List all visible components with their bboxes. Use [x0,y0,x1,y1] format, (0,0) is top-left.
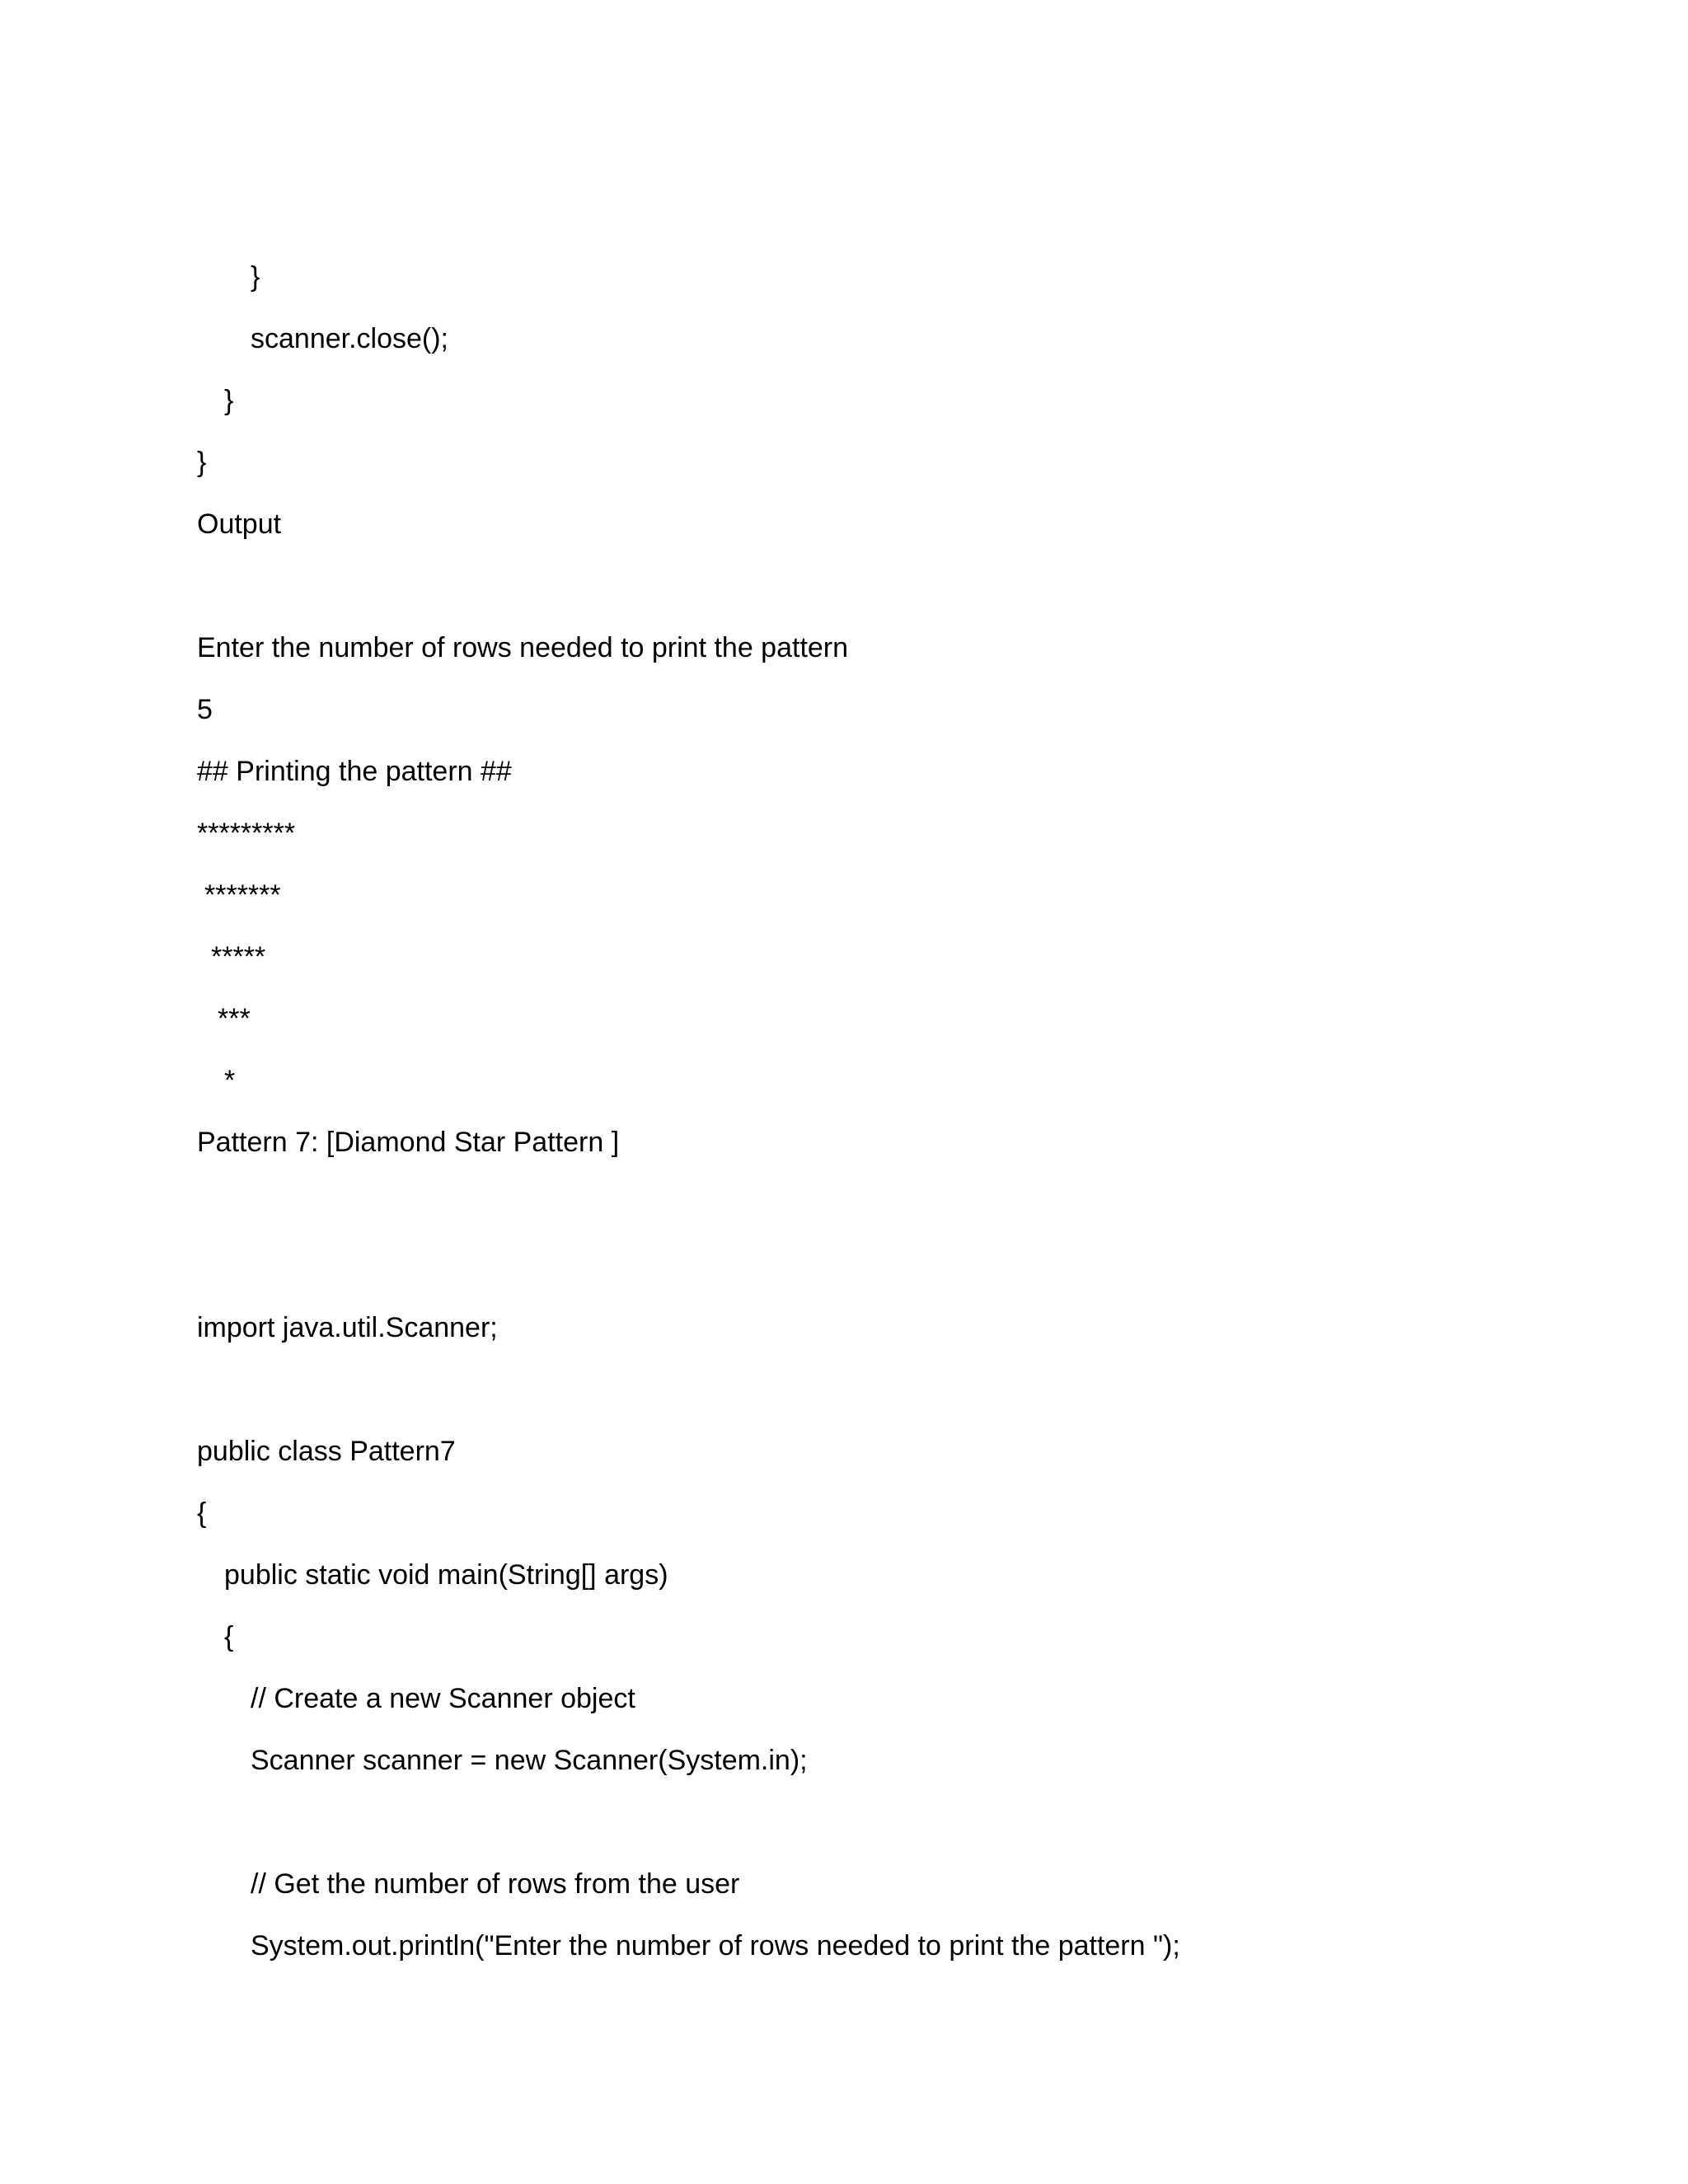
code-comment: // Get the number of rows from the user [251,1868,740,1900]
code-line: } [224,385,234,416]
star-row: *** [218,1003,251,1034]
code-line: } [251,261,260,293]
code-line: public class Pattern7 [197,1436,456,1467]
code-line: System.out.println("Enter the number of rows needed to print the pattern "); [251,1930,1180,1961]
code-line: Scanner scanner = new Scanner(System.in); [251,1745,808,1776]
code-comment: // Create a new Scanner object [251,1683,635,1714]
code-line: { [197,1497,207,1529]
output-heading: Output [197,509,282,540]
star-row: ***** [211,941,266,972]
code-line: } [197,447,207,478]
star-row: * [224,1065,236,1096]
code-line: import java.util.Scanner; [197,1312,498,1343]
pattern-heading: Pattern 7: [Diamond Star Pattern ] [197,1127,620,1158]
output-line: Enter the number of rows needed to print the pattern [197,632,849,663]
star-row: ******* [204,879,281,911]
code-line: scanner.close(); [251,323,448,354]
output-line: ## Printing the pattern ## [197,756,512,787]
output-line: 5 [197,694,213,725]
code-line: { [224,1621,234,1652]
code-line: public static void main(String[] args) [224,1559,668,1591]
star-row: ********* [197,818,296,849]
